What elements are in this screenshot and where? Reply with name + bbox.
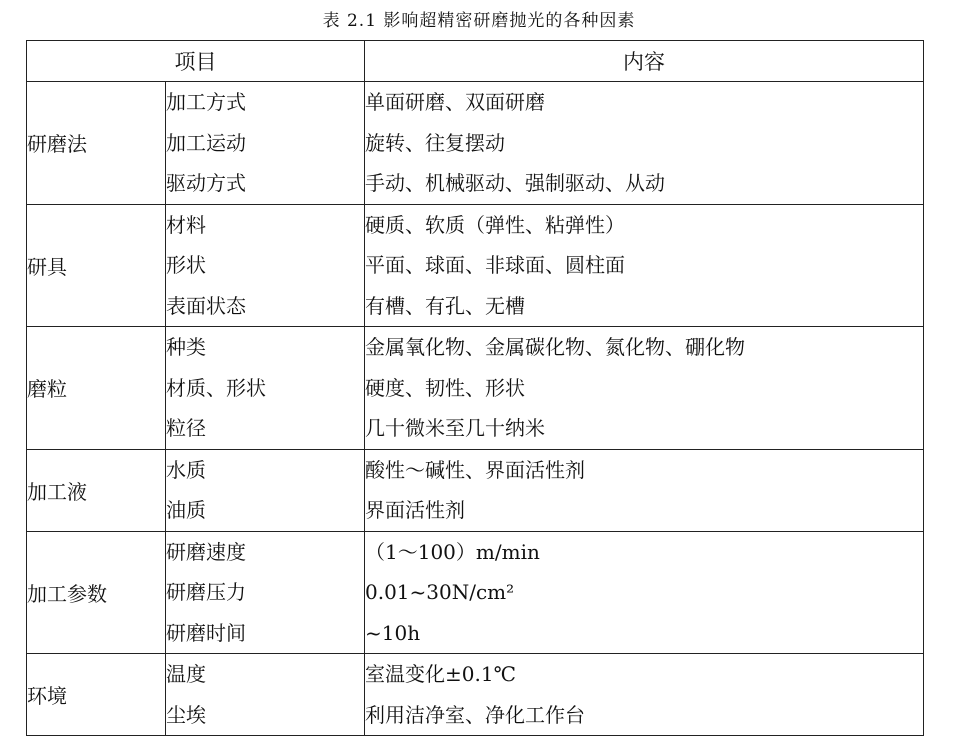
header-row — [27, 41, 924, 82]
category-cell: 加工参数 — [27, 531, 166, 654]
item-cell: 温度 — [166, 662, 206, 686]
content-cell: 几十微米至几十纳米 — [365, 416, 545, 440]
content-cell: 单面研磨、双面研磨 — [365, 90, 545, 114]
group-parameters — [27, 531, 924, 654]
group-grinding-method — [27, 82, 924, 205]
item-cell: 表面状态 — [166, 293, 246, 318]
table-caption: 表 2.1 影响超精密研磨抛光的各种因素 — [322, 11, 636, 31]
content-cell: 有槽、有孔、无槽 — [365, 293, 525, 318]
content-cell: （1～100）m/min — [365, 539, 540, 564]
content-cell: 金属氧化物、金属碳化物、氮化物、硼化物 — [365, 335, 745, 359]
content-cell: 利用洁净室、净化工作台 — [365, 702, 585, 727]
content-cell: 硬度、韧性、形状 — [365, 375, 525, 400]
group-abrasive — [27, 327, 924, 450]
category-cell: 磨粒 — [27, 327, 166, 450]
item-cell: 驱动方式 — [166, 171, 246, 195]
header-content: 内容 — [365, 41, 924, 82]
item-cell: 尘埃 — [166, 702, 206, 727]
content-cell: 室温变化±0.1℃ — [365, 662, 516, 686]
item-cell: 种类 — [166, 335, 206, 359]
category-cell: 研具 — [27, 204, 166, 327]
item-cell: 材质、形状 — [166, 375, 266, 400]
content-cell: 手动、机械驱动、强制驱动、从动 — [365, 171, 665, 195]
category-cell: 环境 — [27, 654, 166, 736]
group-environment — [27, 654, 924, 736]
header-item: 项目 — [27, 41, 365, 82]
content-cell: ~10h — [365, 620, 421, 645]
item-cell: 材料 — [166, 212, 206, 237]
group-fluid — [27, 449, 924, 531]
group-lap-tool — [27, 204, 924, 327]
content-cell: 旋转、往复摆动 — [365, 130, 505, 155]
content-cell: 酸性～碱性、界面活性剂 — [365, 457, 585, 482]
item-cell: 加工运动 — [166, 130, 246, 155]
content-cell: 0.01~30N/cm² — [365, 580, 515, 604]
item-cell: 油质 — [166, 498, 206, 522]
content-cell: 界面活性剂 — [365, 498, 465, 522]
content-cell: 平面、球面、非球面、圆柱面 — [365, 253, 625, 277]
content-cell: 硬质、软质（弹性、粘弹性） — [365, 212, 625, 237]
category-cell: 加工液 — [27, 449, 166, 531]
item-cell: 研磨时间 — [166, 620, 246, 645]
item-cell: 粒径 — [166, 416, 206, 440]
item-cell: 形状 — [166, 253, 206, 277]
item-cell: 研磨速度 — [166, 539, 246, 564]
item-cell: 水质 — [166, 457, 206, 482]
item-cell: 研磨压力 — [166, 580, 246, 604]
factors-table — [26, 40, 924, 736]
category-cell: 研磨法 — [27, 82, 166, 205]
item-cell: 加工方式 — [166, 90, 246, 114]
